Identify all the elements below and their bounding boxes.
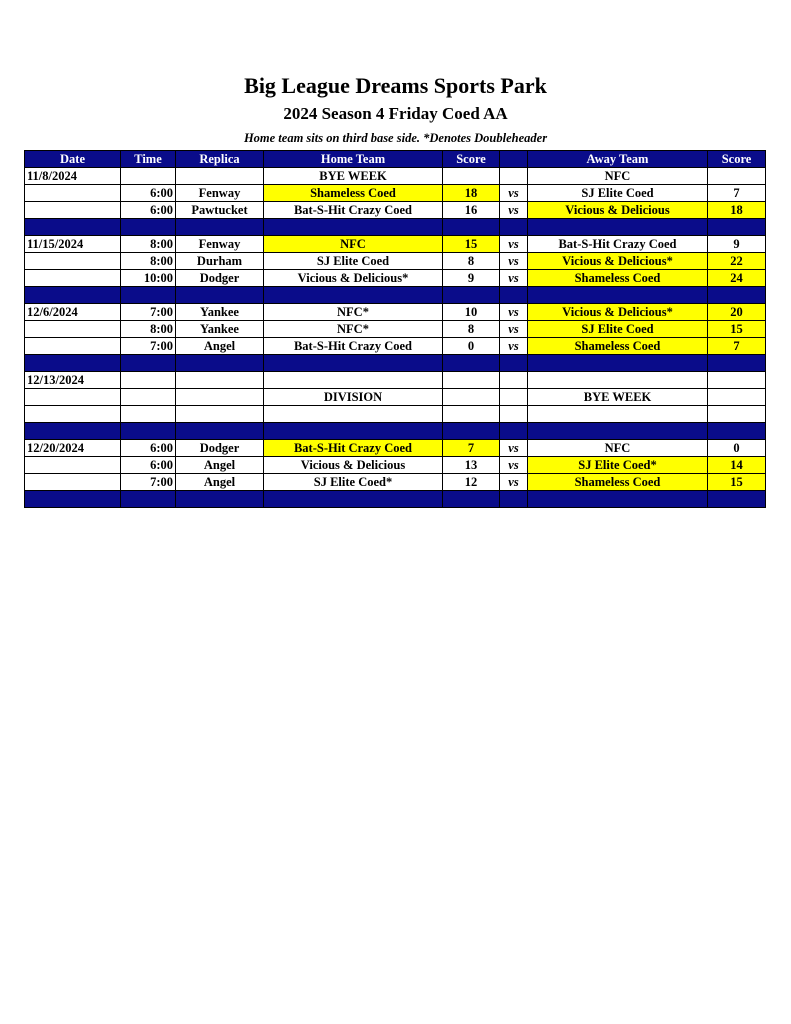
vs-cell: vs bbox=[500, 236, 528, 253]
away-team-cell: Shameless Coed bbox=[528, 270, 708, 287]
away-score-cell: 24 bbox=[708, 270, 766, 287]
replica-cell: Yankee bbox=[176, 304, 264, 321]
away-team-cell: SJ Elite Coed bbox=[528, 185, 708, 202]
vs-cell bbox=[500, 389, 528, 406]
away-score-cell: 7 bbox=[708, 338, 766, 355]
vs-cell bbox=[500, 406, 528, 423]
vs-cell bbox=[500, 372, 528, 389]
time-cell: 7:00 bbox=[121, 474, 176, 491]
col-header-away-team: Away Team bbox=[528, 151, 708, 168]
away-team-cell bbox=[528, 406, 708, 423]
away-team-cell: Vicious & Delicious bbox=[528, 202, 708, 219]
col-header-home-team: Home Team bbox=[264, 151, 443, 168]
time-cell: 6:00 bbox=[121, 202, 176, 219]
date-cell: 12/20/2024 bbox=[25, 440, 121, 457]
table-row bbox=[25, 202, 766, 219]
away-score-cell bbox=[708, 168, 766, 185]
away-team-cell: Bat-S-Hit Crazy Coed bbox=[528, 236, 708, 253]
time-cell: 7:00 bbox=[121, 338, 176, 355]
vs-cell: vs bbox=[500, 457, 528, 474]
vs-cell: vs bbox=[500, 270, 528, 287]
home-score-cell: 15 bbox=[443, 236, 500, 253]
separator-cell bbox=[528, 423, 708, 440]
away-score-cell: 7 bbox=[708, 185, 766, 202]
time-cell: 6:00 bbox=[121, 185, 176, 202]
separator-cell bbox=[708, 355, 766, 372]
replica-cell: Dodger bbox=[176, 440, 264, 457]
separator-cell bbox=[443, 219, 500, 236]
col-header-time: Time bbox=[121, 151, 176, 168]
separator-cell bbox=[264, 423, 443, 440]
table-row bbox=[25, 474, 766, 491]
vs-cell: vs bbox=[500, 253, 528, 270]
date-cell: 12/6/2024 bbox=[25, 304, 121, 321]
separator-cell bbox=[25, 287, 121, 304]
home-score-cell: 0 bbox=[443, 338, 500, 355]
time-cell: 8:00 bbox=[121, 321, 176, 338]
separator-cell bbox=[25, 219, 121, 236]
away-score-cell: 0 bbox=[708, 440, 766, 457]
away-team-cell: BYE WEEK bbox=[528, 389, 708, 406]
home-score-cell bbox=[443, 168, 500, 185]
away-score-cell: 18 bbox=[708, 202, 766, 219]
table-row bbox=[25, 236, 766, 253]
date-cell bbox=[25, 474, 121, 491]
col-header-away-score: Score bbox=[708, 151, 766, 168]
home-score-cell: 12 bbox=[443, 474, 500, 491]
date-cell bbox=[25, 185, 121, 202]
table-row bbox=[25, 185, 766, 202]
home-score-cell bbox=[443, 389, 500, 406]
table-row bbox=[25, 406, 766, 423]
time-cell: 6:00 bbox=[121, 457, 176, 474]
replica-cell bbox=[176, 168, 264, 185]
away-team-cell: Shameless Coed bbox=[528, 474, 708, 491]
separator-cell bbox=[176, 491, 264, 508]
table-row bbox=[25, 168, 766, 185]
vs-cell: vs bbox=[500, 338, 528, 355]
time-cell bbox=[121, 168, 176, 185]
home-team-cell: NFC* bbox=[264, 304, 443, 321]
date-cell bbox=[25, 270, 121, 287]
date-cell bbox=[25, 338, 121, 355]
time-cell bbox=[121, 406, 176, 423]
separator-cell bbox=[528, 355, 708, 372]
separator-cell bbox=[500, 491, 528, 508]
replica-cell: Yankee bbox=[176, 321, 264, 338]
separator-cell bbox=[500, 219, 528, 236]
schedule-note: Home team sits on third base side. *Denotes Doubleheader bbox=[243, 131, 548, 145]
separator-cell bbox=[264, 287, 443, 304]
replica-cell: Angel bbox=[176, 474, 264, 491]
home-score-cell: 18 bbox=[443, 185, 500, 202]
time-cell bbox=[121, 372, 176, 389]
home-score-cell: 8 bbox=[443, 321, 500, 338]
home-team-cell: Bat-S-Hit Crazy Coed bbox=[264, 202, 443, 219]
separator-cell bbox=[443, 355, 500, 372]
home-team-cell: DIVISION bbox=[264, 389, 443, 406]
vs-cell: vs bbox=[500, 321, 528, 338]
away-team-cell: SJ Elite Coed bbox=[528, 321, 708, 338]
page-title: Big League Dreams Sports Park bbox=[244, 73, 547, 98]
separator-cell bbox=[264, 219, 443, 236]
away-team-cell: NFC bbox=[528, 440, 708, 457]
separator-cell bbox=[528, 219, 708, 236]
away-score-cell: 20 bbox=[708, 304, 766, 321]
home-score-cell: 10 bbox=[443, 304, 500, 321]
separator-row bbox=[25, 491, 766, 508]
replica-cell bbox=[176, 406, 264, 423]
replica-cell bbox=[176, 372, 264, 389]
date-cell: 11/15/2024 bbox=[25, 236, 121, 253]
replica-cell: Angel bbox=[176, 338, 264, 355]
col-header-home-score: Score bbox=[443, 151, 500, 168]
home-team-cell: Bat-S-Hit Crazy Coed bbox=[264, 338, 443, 355]
home-team-cell: BYE WEEK bbox=[264, 168, 443, 185]
home-score-cell: 9 bbox=[443, 270, 500, 287]
time-cell: 8:00 bbox=[121, 253, 176, 270]
away-score-cell: 22 bbox=[708, 253, 766, 270]
vs-cell: vs bbox=[500, 185, 528, 202]
vs-cell bbox=[500, 168, 528, 185]
separator-cell bbox=[25, 355, 121, 372]
home-score-cell: 7 bbox=[443, 440, 500, 457]
separator-cell bbox=[121, 423, 176, 440]
date-cell bbox=[25, 389, 121, 406]
col-header-vs bbox=[500, 151, 528, 168]
separator-row bbox=[25, 219, 766, 236]
replica-cell: Fenway bbox=[176, 236, 264, 253]
home-team-cell: Vicious & Delicious* bbox=[264, 270, 443, 287]
table-row bbox=[25, 440, 766, 457]
home-team-cell: Shameless Coed bbox=[264, 185, 443, 202]
home-team-cell bbox=[264, 372, 443, 389]
table-row bbox=[25, 372, 766, 389]
away-score-cell: 14 bbox=[708, 457, 766, 474]
separator-cell bbox=[443, 491, 500, 508]
col-header-date: Date bbox=[25, 151, 121, 168]
replica-cell bbox=[176, 389, 264, 406]
date-cell bbox=[25, 321, 121, 338]
replica-cell: Pawtucket bbox=[176, 202, 264, 219]
away-team-cell: SJ Elite Coed* bbox=[528, 457, 708, 474]
separator-cell bbox=[264, 355, 443, 372]
separator-cell bbox=[443, 423, 500, 440]
table-header-row bbox=[25, 151, 766, 168]
date-cell bbox=[25, 202, 121, 219]
home-team-cell: Vicious & Delicious bbox=[264, 457, 443, 474]
separator-cell bbox=[708, 423, 766, 440]
separator-cell bbox=[443, 287, 500, 304]
home-score-cell bbox=[443, 406, 500, 423]
separator-cell bbox=[528, 491, 708, 508]
separator-cell bbox=[176, 423, 264, 440]
away-score-cell bbox=[708, 389, 766, 406]
home-score-cell: 16 bbox=[443, 202, 500, 219]
separator-cell bbox=[500, 287, 528, 304]
separator-cell bbox=[708, 219, 766, 236]
separator-cell bbox=[121, 287, 176, 304]
away-score-cell: 9 bbox=[708, 236, 766, 253]
time-cell bbox=[121, 389, 176, 406]
date-cell bbox=[25, 406, 121, 423]
table-row bbox=[25, 270, 766, 287]
schedule-body bbox=[25, 168, 766, 508]
home-team-cell bbox=[264, 406, 443, 423]
page-subtitle: 2024 Season 4 Friday Coed AA bbox=[283, 104, 508, 123]
vs-cell: vs bbox=[500, 304, 528, 321]
separator-cell bbox=[121, 491, 176, 508]
replica-cell: Fenway bbox=[176, 185, 264, 202]
away-team-cell: NFC bbox=[528, 168, 708, 185]
time-cell: 7:00 bbox=[121, 304, 176, 321]
away-team-cell bbox=[528, 372, 708, 389]
away-score-cell: 15 bbox=[708, 321, 766, 338]
separator-row bbox=[25, 355, 766, 372]
table-row bbox=[25, 457, 766, 474]
time-cell: 6:00 bbox=[121, 440, 176, 457]
time-cell: 10:00 bbox=[121, 270, 176, 287]
separator-cell bbox=[176, 219, 264, 236]
home-team-cell: NFC bbox=[264, 236, 443, 253]
away-score-cell bbox=[708, 406, 766, 423]
away-team-cell: Vicious & Delicious* bbox=[528, 304, 708, 321]
home-score-cell: 13 bbox=[443, 457, 500, 474]
home-team-cell: NFC* bbox=[264, 321, 443, 338]
table-row bbox=[25, 389, 766, 406]
home-score-cell bbox=[443, 372, 500, 389]
separator-cell bbox=[121, 355, 176, 372]
table-row bbox=[25, 304, 766, 321]
separator-cell bbox=[176, 355, 264, 372]
vs-cell: vs bbox=[500, 202, 528, 219]
separator-cell bbox=[500, 355, 528, 372]
separator-row bbox=[25, 287, 766, 304]
schedule-table bbox=[24, 150, 766, 508]
date-cell bbox=[25, 253, 121, 270]
col-header-replica: Replica bbox=[176, 151, 264, 168]
date-cell bbox=[25, 457, 121, 474]
date-cell: 12/13/2024 bbox=[25, 372, 121, 389]
time-cell: 8:00 bbox=[121, 236, 176, 253]
home-team-cell: SJ Elite Coed bbox=[264, 253, 443, 270]
away-score-cell: 15 bbox=[708, 474, 766, 491]
replica-cell: Durham bbox=[176, 253, 264, 270]
home-team-cell: SJ Elite Coed* bbox=[264, 474, 443, 491]
table-row bbox=[25, 338, 766, 355]
vs-cell: vs bbox=[500, 440, 528, 457]
away-team-cell: Vicious & Delicious* bbox=[528, 253, 708, 270]
home-team-cell: Bat-S-Hit Crazy Coed bbox=[264, 440, 443, 457]
away-score-cell bbox=[708, 372, 766, 389]
separator-cell bbox=[708, 491, 766, 508]
replica-cell: Angel bbox=[176, 457, 264, 474]
separator-cell bbox=[528, 287, 708, 304]
separator-cell bbox=[121, 219, 176, 236]
date-cell: 11/8/2024 bbox=[25, 168, 121, 185]
separator-cell bbox=[708, 287, 766, 304]
home-score-cell: 8 bbox=[443, 253, 500, 270]
replica-cell: Dodger bbox=[176, 270, 264, 287]
table-row bbox=[25, 321, 766, 338]
separator-row bbox=[25, 423, 766, 440]
separator-cell bbox=[500, 423, 528, 440]
separator-cell bbox=[25, 423, 121, 440]
table-row bbox=[25, 253, 766, 270]
vs-cell: vs bbox=[500, 474, 528, 491]
separator-cell bbox=[176, 287, 264, 304]
away-team-cell: Shameless Coed bbox=[528, 338, 708, 355]
separator-cell bbox=[264, 491, 443, 508]
separator-cell bbox=[25, 491, 121, 508]
